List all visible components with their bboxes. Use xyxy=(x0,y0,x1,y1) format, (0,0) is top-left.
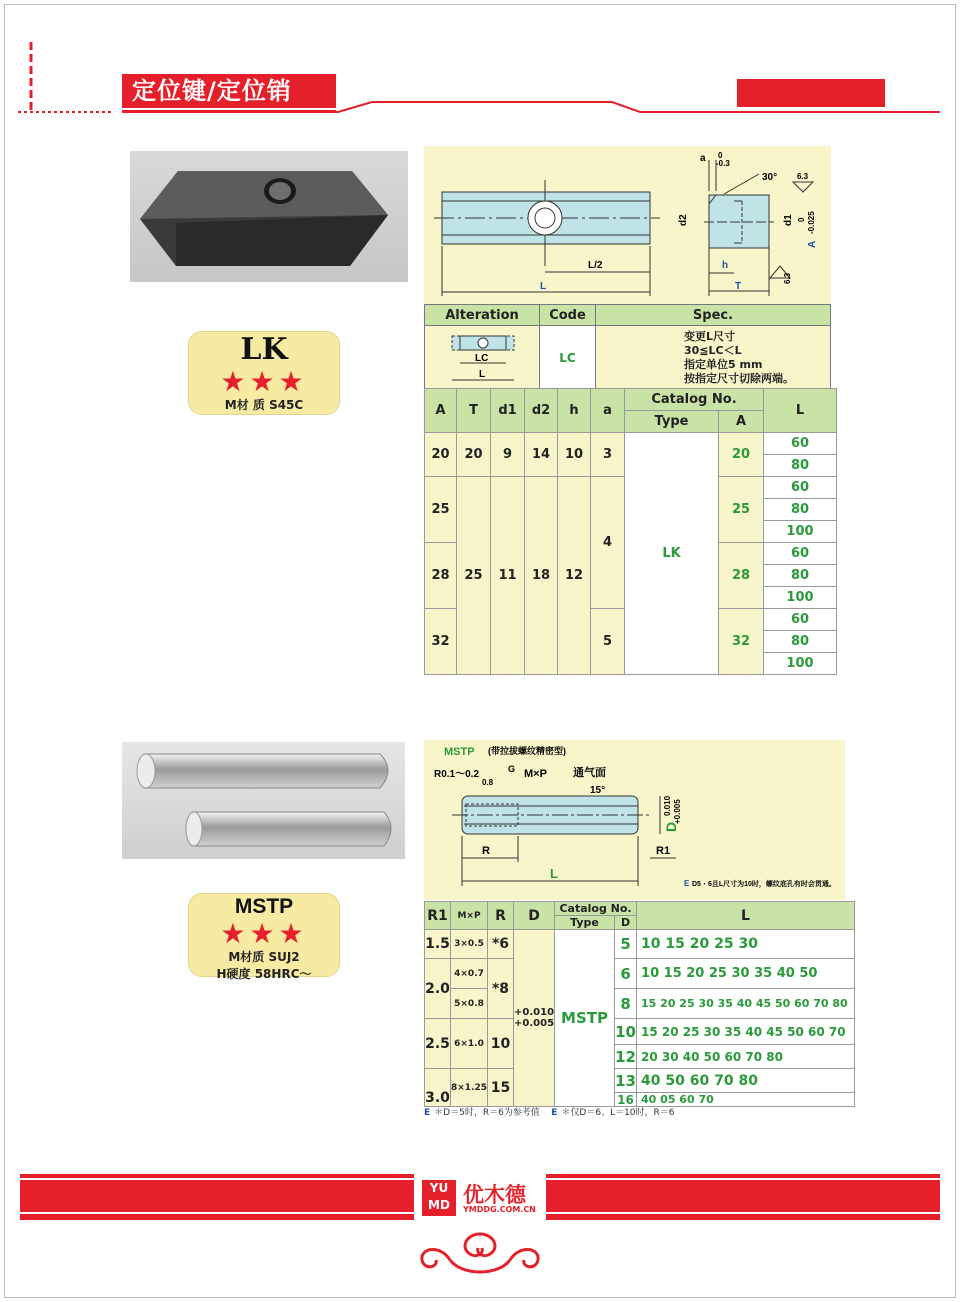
note-2: ＊仅D＝6、L＝10时，R＝6 xyxy=(561,1108,675,1118)
l-cell: 80 xyxy=(764,499,837,521)
mstp-drawing-panel xyxy=(424,740,845,900)
brand-logo xyxy=(419,1177,543,1219)
table-cell: 20 xyxy=(457,433,491,477)
tolerance-cell: +0.010 +0.005 xyxy=(514,930,555,1107)
l-row: 10 15 20 25 30 xyxy=(637,930,855,959)
alteration-code: LC xyxy=(540,326,596,390)
r1-cell: 3.0 xyxy=(425,1069,451,1107)
l-cell: 80 xyxy=(764,565,837,587)
lk-dim-a-tol-lower: -0.025 xyxy=(807,211,816,234)
l-cell: 60 xyxy=(764,609,837,631)
spec-line-3: 指定单位5 mm xyxy=(684,357,763,371)
r-cell: 15 xyxy=(488,1069,514,1107)
mstp-label-d: D xyxy=(663,821,679,832)
col-T: T xyxy=(457,389,491,433)
l-cell: 60 xyxy=(764,543,837,565)
note-e1: E xyxy=(424,1108,431,1118)
mstp-label-mxp: M×P xyxy=(524,768,547,780)
lk-dim-l2: L/2 xyxy=(588,260,603,271)
col-L: L xyxy=(764,389,837,433)
table-cell: 10 xyxy=(558,433,591,477)
spec-line-4: 按指定尺寸切除两端。 xyxy=(684,371,794,385)
table-cell: 25 xyxy=(425,477,457,543)
mstp-drawing-note: D5・6且L尺寸为10时，螺纹底孔有时会贯通。 xyxy=(692,881,836,888)
mstp-label-r: R xyxy=(482,845,490,857)
code-header: Code xyxy=(540,305,596,326)
mstp-label-g: G xyxy=(508,764,516,774)
brand-name: 优木德 xyxy=(463,1183,526,1207)
r-cell: 10 xyxy=(488,1019,514,1069)
r1-cell: 2.0 xyxy=(425,959,451,1019)
spec-line-1: 变更L尺寸 xyxy=(684,329,736,343)
alteration-diagram xyxy=(425,326,540,390)
col-a: a xyxy=(591,389,625,433)
mstp-drawing-subtitle: (带拉拔螺纹精密型) xyxy=(488,746,566,756)
logo-mark-bottom: MD xyxy=(428,1198,450,1212)
lk-rating-stars: ★★★ xyxy=(220,365,308,398)
footer-bar-left xyxy=(20,1174,414,1220)
table-cell: 5 xyxy=(591,609,625,675)
alteration-header: Alteration xyxy=(425,305,540,326)
brand-url: YMDDG.COM.CN xyxy=(463,1205,536,1214)
col-r: R xyxy=(488,902,514,930)
lk-badge-code: LK xyxy=(240,332,288,367)
mstp-label-r01: R0.1～0.2 xyxy=(434,769,480,780)
lk-badge xyxy=(188,331,340,415)
lk-dim-a-upper: 0 xyxy=(718,151,723,160)
lk-dim-d1: d1 xyxy=(783,214,794,226)
col-mxp: M×P xyxy=(451,902,488,930)
table-cell: 32 xyxy=(425,609,457,675)
lk-dim-l: L xyxy=(540,281,547,292)
lk-dim-a-tol-upper: 0 xyxy=(797,217,806,222)
d-cell: 13 xyxy=(615,1069,637,1093)
mstp-label-angle: 15° xyxy=(590,785,606,796)
table-cell: 4 xyxy=(591,477,625,609)
mstp-spec-table xyxy=(424,901,855,1107)
lk-dim-a: a xyxy=(700,153,706,164)
table-cell: 18 xyxy=(525,477,558,675)
mstp-material: M材质 SUJ2 xyxy=(228,950,300,964)
table-cell: 14 xyxy=(525,433,558,477)
lk-dim-angle: 30° xyxy=(762,172,778,183)
lk-material: M材 质 S45C xyxy=(224,398,304,412)
d-cell: 12 xyxy=(615,1045,637,1069)
alteration-lc-label: LC xyxy=(475,353,489,364)
col-catalog-A: A xyxy=(719,411,764,433)
col-d2: d2 xyxy=(525,389,558,433)
mstp-table-notes xyxy=(424,1105,675,1118)
r1-cell: 1.5 xyxy=(425,930,451,959)
l-row: 40 05 60 70 xyxy=(637,1093,855,1107)
note-1: ＊D＝5时，R＝6为参考值 xyxy=(434,1108,540,1118)
mstp-drawing-title: MSTP xyxy=(444,746,475,758)
table-cell: 20 xyxy=(425,433,457,477)
l-row: 15 20 25 30 35 40 45 50 60 70 80 xyxy=(637,989,855,1019)
mstp-label-l: L xyxy=(550,866,558,881)
lk-drawing-panel xyxy=(424,146,831,304)
col-h: h xyxy=(558,389,591,433)
r-cell: *8 xyxy=(488,959,514,1019)
col-d1: d1 xyxy=(491,389,525,433)
l-cell: 100 xyxy=(764,521,837,543)
l-row: 40 50 60 70 80 xyxy=(637,1069,855,1093)
mxp-cell: 6×1.0 xyxy=(451,1019,488,1069)
l-cell: 80 xyxy=(764,631,837,653)
col-type: Type xyxy=(555,916,615,930)
mxp-cell: 5×0.8 xyxy=(451,989,488,1019)
col-type: Type xyxy=(625,411,719,433)
lk-product-photo xyxy=(130,151,408,282)
spec-header: Spec. xyxy=(596,305,831,326)
lk-roughness-bottom: 6.3 xyxy=(783,272,792,284)
mstp-hardness: H硬度 58HRC～ xyxy=(216,967,312,981)
mstp-badge-code: MSTP xyxy=(234,895,294,918)
l-row: 10 15 20 25 30 35 40 50 xyxy=(637,959,855,989)
col-l: L xyxy=(637,902,855,930)
mstp-label-vent: 通气面 xyxy=(573,767,606,779)
mstp-label-tol-upper: 0.010 xyxy=(663,795,672,816)
col-r1: R1 xyxy=(425,902,451,930)
col-catalog-d: D xyxy=(615,916,637,930)
lk-roughness-top: 6.3 xyxy=(797,172,809,181)
l-row: 15 20 25 30 35 40 45 50 60 70 xyxy=(637,1019,855,1045)
table-cell: 28 xyxy=(425,543,457,609)
mstp-badge xyxy=(188,893,340,981)
l-cell: 80 xyxy=(764,455,837,477)
mstp-note-e: E xyxy=(684,879,690,888)
l-row: 20 30 40 50 60 70 80 xyxy=(637,1045,855,1069)
col-d: D xyxy=(514,902,555,930)
r1-cell: 2.5 xyxy=(425,1019,451,1069)
l-cell: 60 xyxy=(764,477,837,499)
spec-line-2: 30≦LC＜L xyxy=(684,343,742,357)
catalog-a-cell: 32 xyxy=(719,609,764,675)
table-cell: 9 xyxy=(491,433,525,477)
mstp-rating-stars: ★★★ xyxy=(220,917,308,950)
footer-bar-right xyxy=(546,1174,940,1220)
l-cell: 60 xyxy=(764,433,837,455)
mxp-cell: 3×0.5 xyxy=(451,930,488,959)
ornament-icon xyxy=(410,1226,550,1286)
col-catalog: Catalog No. xyxy=(625,389,764,411)
mxp-cell: 8×1.25 xyxy=(451,1069,488,1107)
mstp-product-photo xyxy=(122,742,405,859)
mxp-cell: 4×0.7 xyxy=(451,959,488,989)
lk-dim-A: A xyxy=(807,240,818,248)
table-cell: 25 xyxy=(457,477,491,675)
d-cell: 16 xyxy=(615,1093,637,1107)
page-title: 定位键/定位销 xyxy=(122,74,336,108)
lk-spec-table xyxy=(424,388,837,675)
d-cell: 10 xyxy=(615,1019,637,1045)
l-cell: 100 xyxy=(764,653,837,675)
alteration-l-label: L xyxy=(479,369,486,380)
catalog-a-cell: 28 xyxy=(719,543,764,609)
table-cell: 3 xyxy=(591,433,625,477)
l-cell: 100 xyxy=(764,587,837,609)
lk-alteration-table xyxy=(424,304,831,390)
mstp-label-tol-lower: +0.005 xyxy=(673,799,682,824)
lk-dim-h: h xyxy=(722,260,729,271)
lk-dim-a-lower: -0.3 xyxy=(716,159,730,168)
mstp-label-r1: R1 xyxy=(656,845,671,857)
lk-dim-T: T xyxy=(735,281,742,292)
lk-dim-d2: d2 xyxy=(678,214,689,226)
note-e2: E xyxy=(551,1108,558,1118)
table-cell: 12 xyxy=(558,477,591,675)
type-cell: MSTP xyxy=(555,930,615,1107)
d-cell: 6 xyxy=(615,959,637,989)
d-cell: 8 xyxy=(615,989,637,1019)
logo-mark xyxy=(422,1180,456,1216)
type-cell: LK xyxy=(625,433,719,675)
col-catalog: Catalog No. xyxy=(555,902,637,916)
d-cell: 5 xyxy=(615,930,637,959)
catalog-a-cell: 20 xyxy=(719,433,764,477)
table-cell: 11 xyxy=(491,477,525,675)
r-cell: *6 xyxy=(488,930,514,959)
header-accent-bar xyxy=(737,79,885,107)
logo-mark-top: YU xyxy=(429,1181,449,1195)
catalog-a-cell: 25 xyxy=(719,477,764,543)
col-A: A xyxy=(425,389,457,433)
mstp-label-08: 0.8 xyxy=(482,778,494,787)
